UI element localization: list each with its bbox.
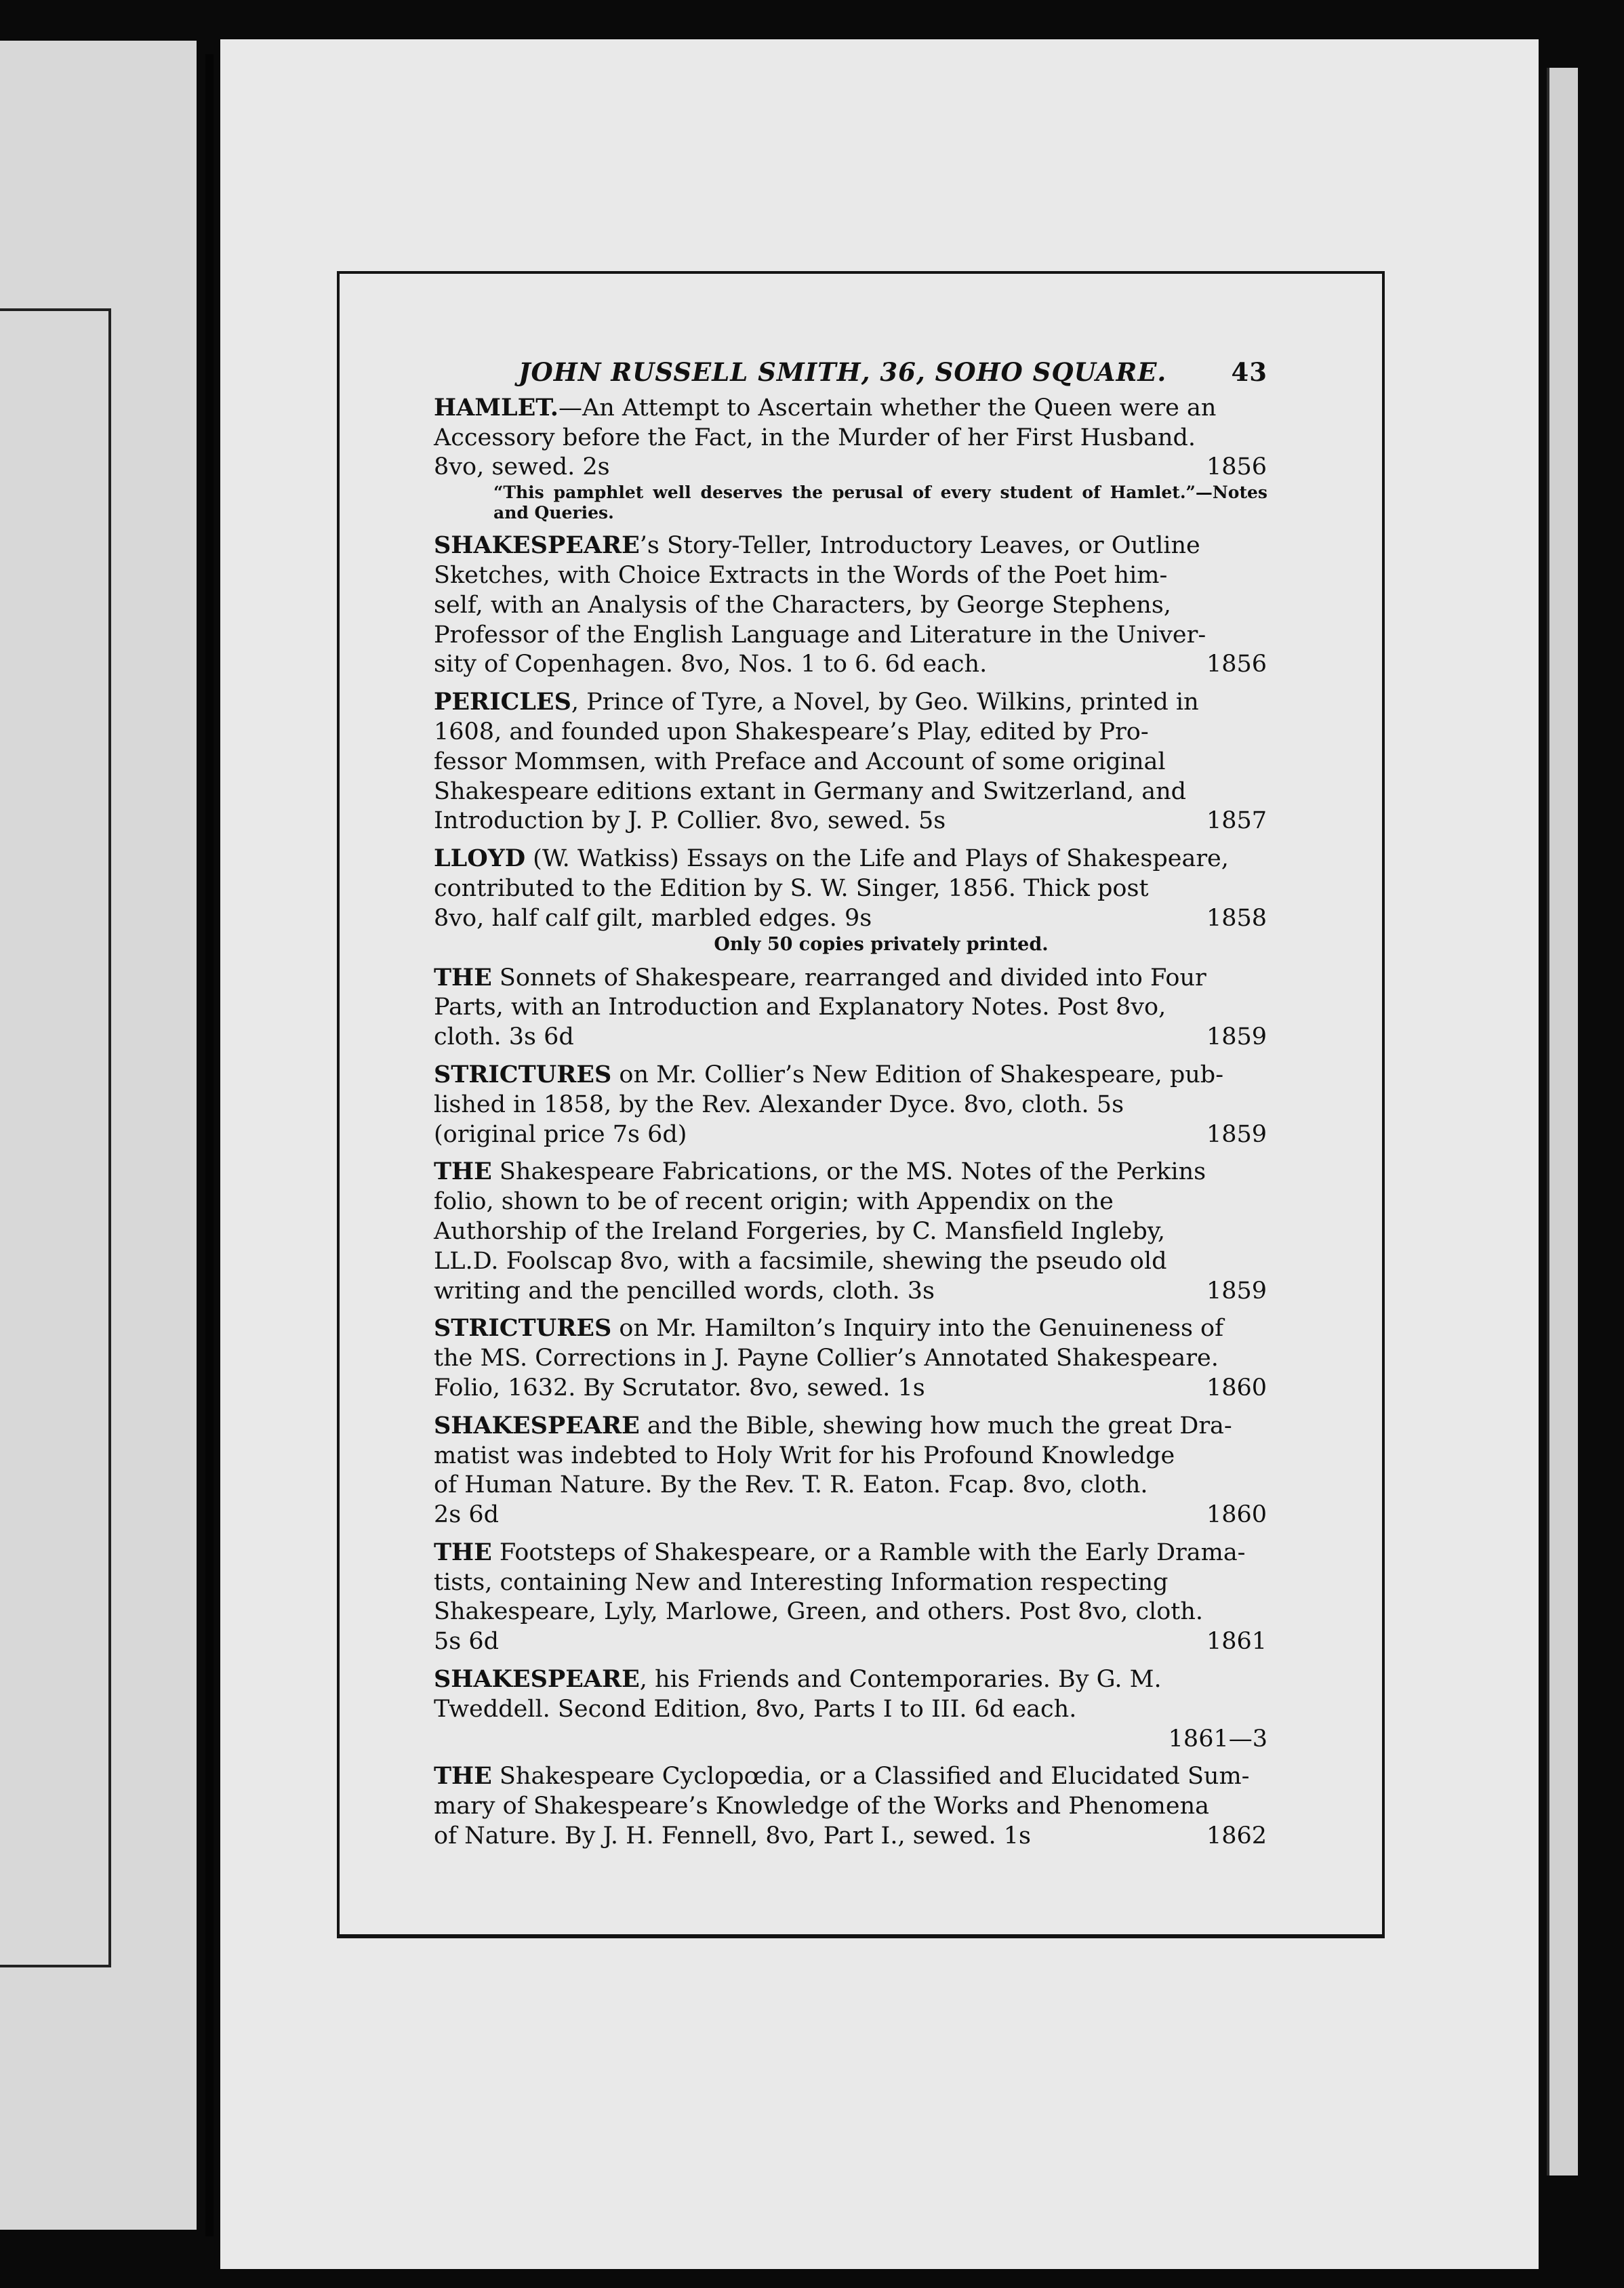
binding-gutter bbox=[205, 54, 214, 2236]
entry-line: Professor of the English Language and Literature in the Univer- bbox=[434, 621, 1206, 649]
entry-line: folio, shown to be of recent origin; with Appendix on the bbox=[434, 1188, 1114, 1216]
entry-price-line: 8vo, sewed. 2s 1856 bbox=[495, 453, 1267, 483]
entry-price-line: of Nature. By J. H. Fennell, 8vo, Part I., sewed. 1s 1862 bbox=[495, 1822, 1267, 1852]
entry-price-line: (original price 7s 6d) 1859 bbox=[495, 1120, 1267, 1150]
entry-line: SHAKESPEARE’s Story-Teller, Introductory Leaves, or Outline bbox=[434, 531, 1200, 560]
entry-line: of Human Nature. By the Rev. T. R. Eaton. Fcap. 8vo, cloth. bbox=[434, 1471, 1148, 1499]
price-text: 5s 6d bbox=[434, 1628, 500, 1656]
publication-year: 1861—3 bbox=[1168, 1725, 1267, 1753]
entry-line: the MS. Corrections in J. Payne Collier’s Annotated Shakespeare. bbox=[434, 1345, 1219, 1372]
review-quote: “This pamphlet well deserves the perusal of every student of Hamlet.”—Notes and Queries. bbox=[493, 483, 1267, 523]
entry-heading: STRICTURES bbox=[434, 1060, 612, 1088]
entry-price-line: Introduction by J. P. Collier. 8vo, sewed. 5s 1857 bbox=[495, 806, 1267, 836]
entry-line: Accessory before the Fact, in the Murder of her First Husband. bbox=[434, 424, 1196, 451]
entry-heading: THE bbox=[434, 1158, 492, 1186]
catalogue-entry bbox=[434, 963, 1267, 1053]
catalogue-entry bbox=[434, 844, 1267, 955]
entry-line: Sketches, with Choice Extracts in the Words of the Poet him- bbox=[434, 561, 1168, 589]
entry-line: LL.D. Foolscap 8vo, with a facsimile, shewing the pseudo old bbox=[434, 1247, 1167, 1275]
entry-line: fessor Mommsen, with Preface and Account of some original bbox=[434, 748, 1166, 775]
running-head-title: JOHN RUSSELL SMITH, 36, SOHO SQUARE. bbox=[519, 357, 1167, 387]
entry-line: Parts, with an Introduction and Explanatory Notes. Post 8vo, bbox=[434, 994, 1166, 1021]
entry-line: SHAKESPEARE, his Friends and Contemporaries. By G. M. bbox=[434, 1665, 1162, 1694]
running-head bbox=[519, 358, 1267, 388]
price-text: sity of Copenhagen. 8vo, Nos. 1 to 6. 6d each. bbox=[434, 651, 988, 678]
entry-line: Shakespeare, Lyly, Marlowe, Green, and others. Post 8vo, cloth. bbox=[434, 1598, 1204, 1626]
entry-line: THE Footsteps of Shakespeare, or a Ramble with the Early Drama- bbox=[434, 1538, 1246, 1566]
entry-heading: THE bbox=[434, 963, 492, 992]
entry-line: THE Shakespeare Cyclopœdia, or a Classified and Elucidated Sum- bbox=[434, 1762, 1250, 1791]
entry-line: STRICTURES on Mr. Collier’s New Edition of Shakespeare, pub- bbox=[434, 1060, 1224, 1088]
price-text: 8vo, half calf gilt, marbled edges. 9s bbox=[434, 904, 872, 932]
page-number: 43 bbox=[1231, 357, 1267, 387]
entry-line: THE Shakespeare Fabrications, or the MS. Notes of the Perkins bbox=[434, 1158, 1206, 1186]
entry-heading: LLOYD bbox=[434, 844, 526, 873]
entry-price-line: sity of Copenhagen. 8vo, Nos. 1 to 6. 6d each. 1856 bbox=[495, 650, 1267, 680]
entry-line: Tweddell. Second Edition, 8vo, Parts I to III. 6d each. bbox=[434, 1695, 1077, 1723]
catalogue-entry bbox=[434, 687, 1267, 836]
price-text: Introduction by J. P. Collier. 8vo, sewed. 5s bbox=[434, 807, 946, 835]
previous-page-border bbox=[0, 308, 111, 1967]
entry-line: 1608, and founded upon Shakespeare’s Play, edited by Pro- bbox=[434, 718, 1149, 745]
page-edge bbox=[1547, 68, 1578, 2175]
entry-heading: STRICTURES bbox=[434, 1314, 612, 1343]
catalogue-entry bbox=[434, 1538, 1267, 1657]
entry-line: self, with an Analysis of the Characters, by George Stephens, bbox=[434, 591, 1171, 619]
catalogue-entry bbox=[434, 1761, 1267, 1851]
catalogue-entry bbox=[434, 1664, 1267, 1754]
price-text: (original price 7s 6d) bbox=[434, 1120, 687, 1148]
price-text: 2s 6d bbox=[434, 1501, 500, 1529]
entry-heading: THE bbox=[434, 1762, 492, 1791]
entry-price-line: Folio, 1632. By Scrutator. 8vo, sewed. 1s 1860 bbox=[495, 1374, 1267, 1404]
entry-price-line: 5s 6d 1861 bbox=[495, 1627, 1267, 1657]
entry-heading: SHAKESPEARE bbox=[434, 531, 640, 560]
entry-heading: HAMLET. bbox=[434, 393, 559, 422]
entry-line: tists, containing New and Interesting Information respecting bbox=[434, 1568, 1169, 1596]
entry-line: SHAKESPEARE and the Bible, shewing how much the great Dra- bbox=[434, 1411, 1232, 1439]
entry-price-line: writing and the pencilled words, cloth. 3s 1859 bbox=[495, 1277, 1267, 1307]
entry-heading: THE bbox=[434, 1538, 492, 1566]
entry-heading: SHAKESPEARE bbox=[434, 1411, 640, 1439]
entry-line: matist was indebted to Holy Writ for his Profound Knowledge bbox=[434, 1442, 1175, 1469]
entry-list bbox=[434, 393, 1267, 1852]
price-text: 8vo, sewed. 2s bbox=[434, 453, 610, 481]
entry-line: contributed to the Edition by S. W. Singer, 1856. Thick post bbox=[434, 874, 1149, 902]
entry-heading: PERICLES bbox=[434, 688, 571, 716]
entry-price-line: 8vo, half calf gilt, marbled edges. 9s 1858 bbox=[495, 904, 1267, 934]
entry-line: THE Sonnets of Shakespeare, rearranged and divided into Four bbox=[434, 963, 1206, 992]
edition-note: Only 50 copies privately printed. bbox=[714, 933, 1049, 955]
catalogue-entry bbox=[434, 1060, 1267, 1149]
price-text: Folio, 1632. By Scrutator. 8vo, sewed. 1s bbox=[434, 1374, 925, 1402]
entry-line: STRICTURES on Mr. Hamilton’s Inquiry into the Genuineness of bbox=[434, 1314, 1224, 1343]
entry-line: PERICLES, Prince of Tyre, a Novel, by Geo. Wilkins, printed in bbox=[434, 688, 1199, 716]
entry-price-line: 2s 6d 1860 bbox=[495, 1500, 1267, 1530]
catalogue-entry bbox=[434, 1157, 1267, 1306]
entry-heading: SHAKESPEARE bbox=[434, 1665, 640, 1694]
catalogue-entry bbox=[434, 1411, 1267, 1530]
catalogue-entry bbox=[434, 1313, 1267, 1403]
entry-line: Authorship of the Ireland Forgeries, by C. Mansfield Ingleby, bbox=[434, 1217, 1166, 1245]
catalogue-entry bbox=[434, 393, 1267, 523]
entry-line: mary of Shakespeare’s Knowledge of the Works and Phenomena bbox=[434, 1793, 1209, 1820]
entry-line: Shakespeare editions extant in Germany and Switzerland, and bbox=[434, 777, 1187, 805]
entry-line: lished in 1858, by the Rev. Alexander Dyce. 8vo, cloth. 5s bbox=[434, 1090, 1124, 1118]
previous-page bbox=[0, 41, 197, 2230]
catalogue-entry bbox=[434, 531, 1267, 680]
entry-line: HAMLET.—An Attempt to Ascertain whether the Queen were an bbox=[434, 393, 1217, 422]
price-text: writing and the pencilled words, cloth. 3s bbox=[434, 1277, 935, 1305]
entry-line: LLOYD (W. Watkiss) Essays on the Life and Plays of Shakespeare, bbox=[434, 844, 1229, 873]
entry-price-line: cloth. 3s 6d 1859 bbox=[495, 1023, 1267, 1053]
price-text: cloth. 3s 6d bbox=[434, 1023, 574, 1051]
catalogue-text bbox=[434, 358, 1267, 1859]
price-text: of Nature. By J. H. Fennell, 8vo, Part I., sewed. 1s bbox=[434, 1822, 1031, 1850]
